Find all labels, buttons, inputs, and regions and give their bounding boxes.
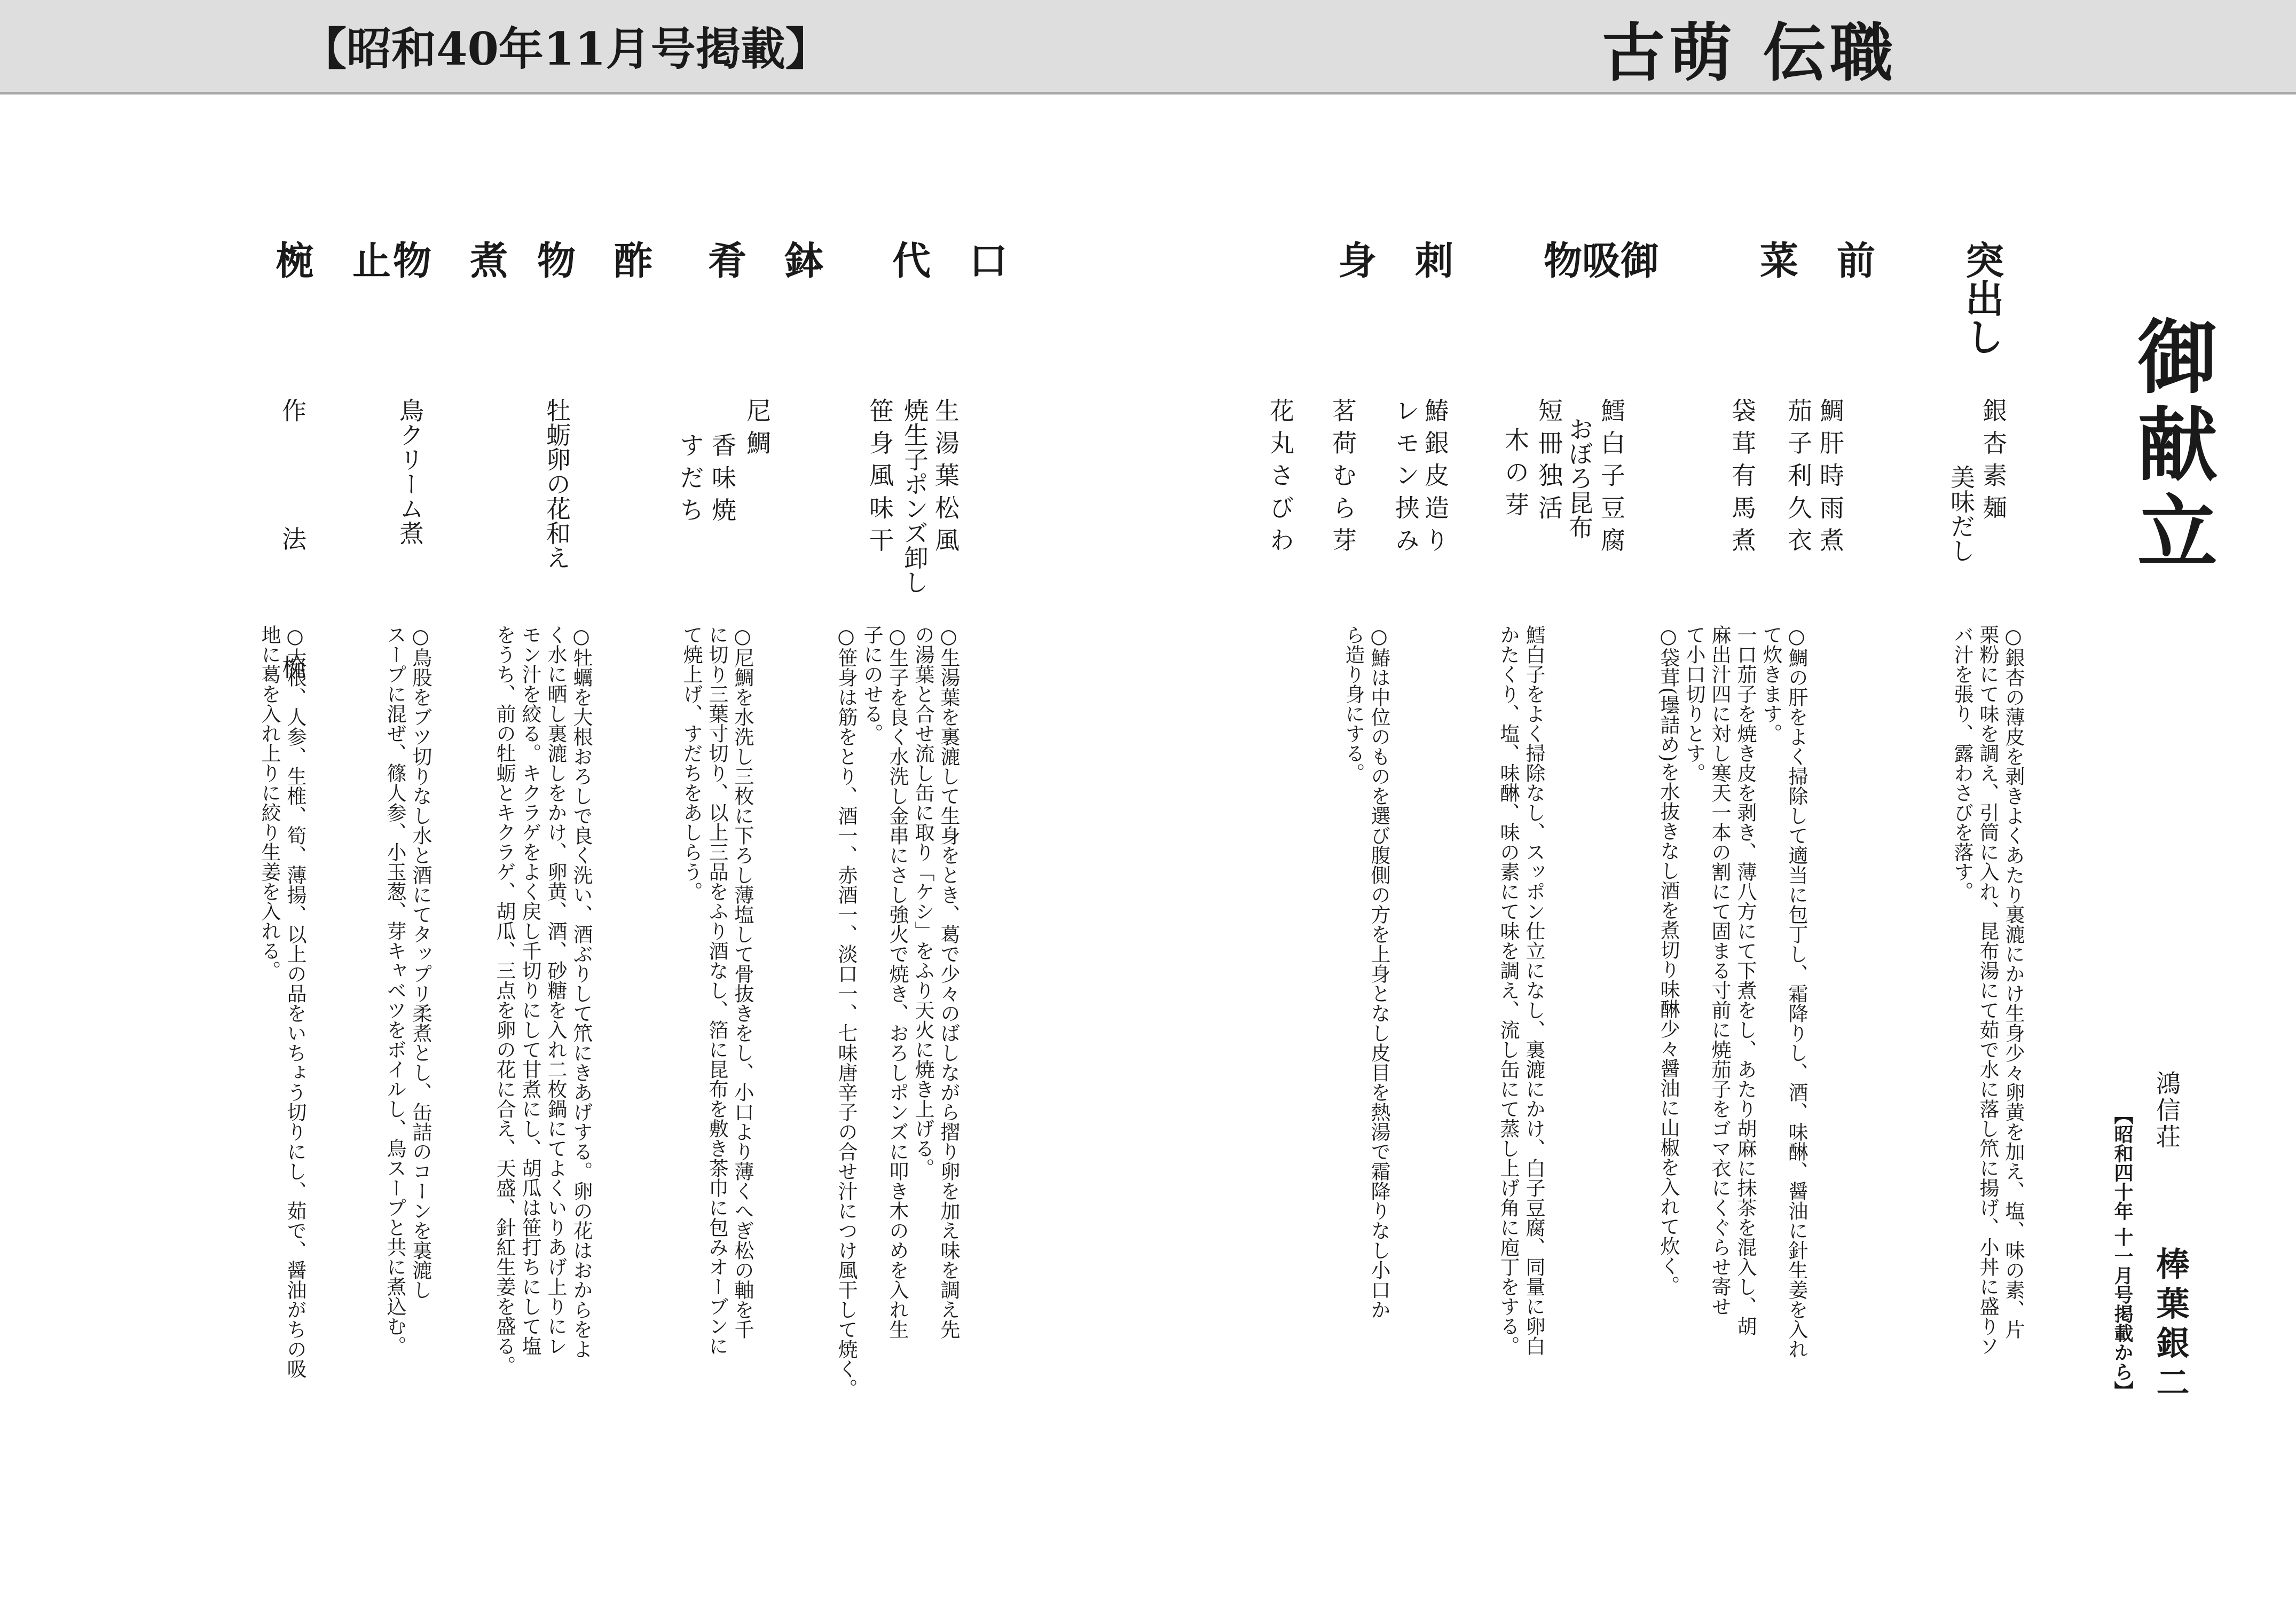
dish-name: 銀 杏 素 麺: [1979, 398, 2008, 520]
dish-name: 鰆 銀 皮 造 り: [1421, 398, 1450, 552]
dish-name: 鯛 肝 時 雨 煮: [1816, 398, 1845, 552]
course-heading: 鉢 肴: [702, 240, 824, 279]
course-heading: 刺 身: [1332, 240, 1454, 279]
dish-name: 木 の 芽: [1501, 427, 1530, 517]
course-heading: 口 代: [886, 240, 1008, 279]
dish-name: 作 法 椀: [278, 398, 307, 728]
menu-title: 御献立: [2124, 315, 2218, 578]
course-heading: 前 菜: [1754, 240, 1876, 279]
course-heading: 酢 物: [531, 240, 653, 279]
dish-name: 牡蛎卵の花和え: [542, 398, 571, 570]
dish-name: 香 味 焼: [708, 432, 737, 522]
dish-name: 鱈 白 子 豆 腐: [1597, 398, 1626, 552]
recipe-note: ○鯛の肝をよく掃除して適当に包丁し、霜降りし、酒、味醂、醤油に針生姜を入れ て炊きます。 一口茄子を焼き皮を剥き、薄八方にて下煮をし、あたり胡麻に抹茶を混入し、胡 麻出汁四に対し寒天一本の割にて固まる寸前に焼茄子をゴマ衣にくぐらせ寄せ て小口切りとす。 ○袋茸(壜詰め)を水抜きなし酒を煮切り味醂少々醤油に山椒を入れて炊く。: [1657, 625, 1808, 1359]
dish-name: 尼 鯛: [743, 398, 772, 455]
dish-name: 茄 子 利 久 衣: [1784, 398, 1813, 552]
dish-name: 短 冊 独 活: [1535, 398, 1563, 520]
dish-name: 生 湯 葉 松 風: [931, 398, 960, 552]
dish-name: 笹 身 風 味 干: [866, 398, 894, 552]
dish-name: おぼろ昆布: [1565, 416, 1594, 539]
issue-label: 【昭和40年11月号掲載】: [302, 22, 830, 75]
recipe-note: ○銀杏の薄皮を剥きよくあたり裏漉にかけ生身少々卵黄を加え、塩、味の素、片 栗粉にて味を調え、引筒に入れ、昆布湯にて茹で水に落し笊に揚げ、小丼に盛りソ バ汁を張り、露わさびを落す。: [1951, 625, 2025, 1356]
dish-name: 鳥クリーム煮: [396, 398, 424, 545]
course-heading: 御 吸 物: [1537, 240, 1660, 279]
dish-name: 袋 茸 有 馬 煮: [1728, 398, 1757, 552]
recipe-note: ○鳥股をブツ切りなし水と酒にてタップリ柔煮とし、缶詰のコーンを裏漉し スープに混ぜ、篠人参、小玉葱、芽キャベツをボイルし、鳥スープと共に煮込む。: [383, 625, 432, 1356]
dish-name: レ モ ン 挟 み: [1391, 398, 1420, 552]
course-heading: 煮 物: [387, 240, 509, 279]
recipe-note: ○大根、人参、生椎、筍、薄揚、以上の品をいちょう切りにし、茹で、醤油がちの吸 地に葛を入れ上りに絞り生姜を入れる。: [258, 625, 306, 1379]
dish-name: す だ ち: [676, 432, 705, 522]
brand-logo: 古萌 伝職: [1602, 15, 1898, 90]
recipe-note: 鱈白子をよく掃除なし、スッポン仕立になし、裏漉にかけ、白子豆腐、同量に卵白 かたくり、塩、味醂、味の素にて味を調え、流し缶にて蒸し上げ角に庖丁をする。: [1497, 625, 1545, 1356]
dish-name: 花 丸 さ び わ: [1266, 398, 1295, 552]
recipe-note: ○尼鯛を水洗し三枚に下ろし薄塩して骨抜きをし、小口より薄くへぎ松の軸を千 に切り三葉寸切り、以上三品をふり酒なし、箔に昆布を敷き茶巾に包みオーブンに て焼上げ、すだちをあしらう。: [680, 625, 754, 1356]
dish-name: 焼生子ポンズ卸し: [900, 398, 929, 594]
recipe-note: ○牡蠣を大根おろしで良く洗い、酒ぶりして笊にきあげする。卵の花はおからをよ く水に晒し裏漉しをかけ、卵黄、酒、砂糖を入れ二枚鍋にてよくいりあげ上りにレ モン汁を絞る。キクラゲをよく戻し千切りにして甘煮にし、胡瓜は笹打ちにして塩 をうち、前の牡蛎とキクラゲ、胡瓜、三点を卵の花に合え、天盛、針紅生姜を盛る。: [493, 625, 593, 1375]
course-heading: 止 椀: [269, 240, 391, 279]
author-source: 【昭和四十年 十一月号掲載から】: [2111, 1105, 2134, 1400]
recipe-note: ○生湯葉を裏漉して生身をとき、葛で少々のばしながら摺り卵を加え味を調え先 の湯葉と合せ流し缶に取り「ケシ」をふり天火に焼き上げる。 ○生子を良く水洗し金串にさし強火で焼き、おろしポンズに叩き木のめを入れ生 子にのせる。 ○笹身は筋をとり、酒一、赤酒一、淡口一、七味唐辛子の合せ汁につけ風干して焼く。: [835, 625, 960, 1398]
header-band: [0, 0, 2296, 95]
author-name: 棒葉銀二: [2151, 1247, 2190, 1405]
dish-name: 茗 荷 む ら 芽: [1328, 398, 1357, 552]
recipe-note: ○鰆は中位のものを選び腹側の方を上身となし皮目を熱湯で霜降りなし小口か ら造り身にする。: [1342, 625, 1390, 1319]
course-heading: 突出し: [1959, 240, 2004, 356]
dish-name: 美味だし: [1947, 465, 1976, 563]
author-inn: 鴻信荘: [2152, 1071, 2181, 1151]
